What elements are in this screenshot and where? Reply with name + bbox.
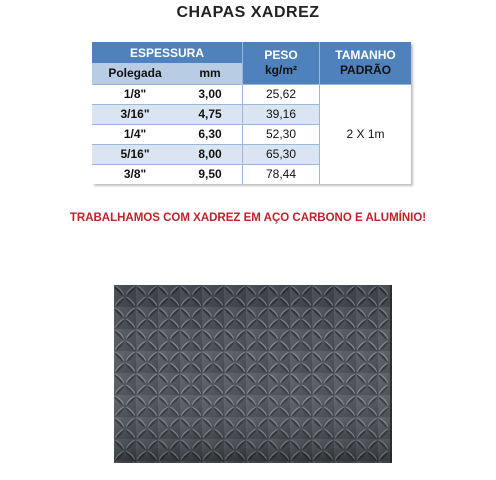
mm-header: mm [178, 63, 243, 84]
mm-cell: 4,75 [178, 104, 243, 124]
mm-cell: 3,00 [178, 84, 243, 104]
tamanho-header-line2: PADRÃO [339, 62, 392, 77]
polegada-cell: 1/4" [92, 124, 178, 144]
specs-table [92, 42, 411, 184]
peso-cell: 52,30 [243, 124, 320, 144]
table-row [92, 84, 411, 104]
checker-plate-pattern [114, 285, 392, 463]
polegada-header: Polegada [92, 63, 178, 84]
mm-cell: 9,50 [178, 164, 243, 184]
notice-text: TRABALHAMOS COM XADREZ EM AÇO CARBONO E ALUMÍNIO! [69, 212, 427, 224]
peso-cell: 39,16 [243, 104, 320, 124]
tamanho-header [320, 42, 412, 84]
checker-plate-image [114, 285, 392, 463]
page-title: CHAPAS XADREZ [176, 4, 320, 21]
tamanho-cell: 2 X 1m [320, 84, 412, 184]
polegada-cell: 5/16" [92, 144, 178, 164]
polegada-cell: 3/8" [92, 164, 178, 184]
mm-cell: 6,30 [178, 124, 243, 144]
espessura-header: ESPESSURA [92, 42, 243, 63]
peso-cell: 25,62 [243, 84, 320, 104]
mm-cell: 8,00 [178, 144, 243, 164]
peso-cell: 78,44 [243, 164, 320, 184]
peso-cell: 65,30 [243, 144, 320, 164]
polegada-cell: 3/16" [92, 104, 178, 124]
polegada-cell: 1/8" [92, 84, 178, 104]
peso-header-line1: PESO [264, 47, 298, 62]
tamanho-header-line1: TAMANHO [335, 47, 396, 62]
peso-header [243, 42, 320, 84]
peso-header-line2: kg/m² [264, 62, 297, 77]
